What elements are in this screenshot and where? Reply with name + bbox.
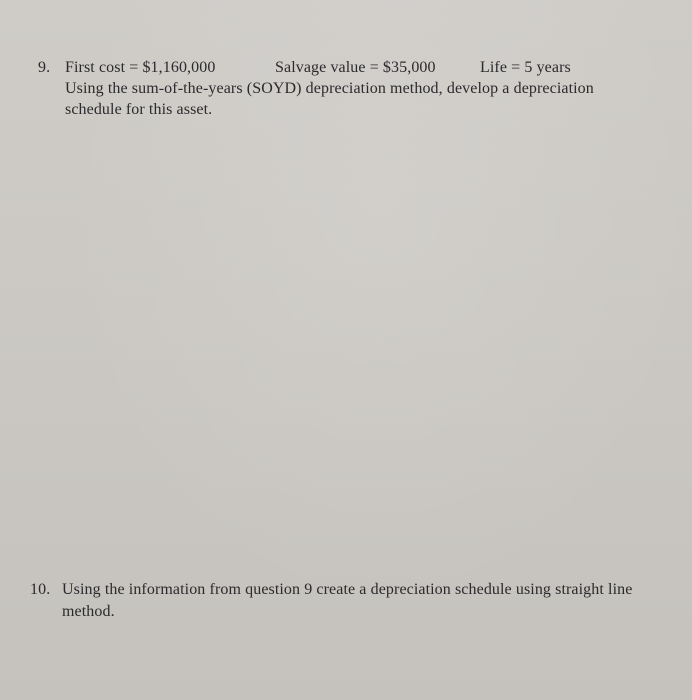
question-10-line-1: Using the information from question 9 create a depreciation schedule using straight line — [62, 581, 633, 598]
question-9-number: 9. — [38, 59, 51, 76]
salvage-value-text: Salvage value = $35,000 — [275, 59, 436, 76]
first-cost-text: First cost = $1,160,000 — [65, 59, 216, 76]
question-10-number: 10. — [30, 581, 51, 598]
life-text: Life = 5 years — [480, 59, 571, 76]
question-9-instruction-line-1: Using the sum-of-the-years (SOYD) depreciation method, develop a depreciation — [65, 80, 594, 97]
question-9-instruction-line-2: schedule for this asset. — [65, 101, 213, 118]
question-10-line-2: method. — [62, 603, 115, 620]
